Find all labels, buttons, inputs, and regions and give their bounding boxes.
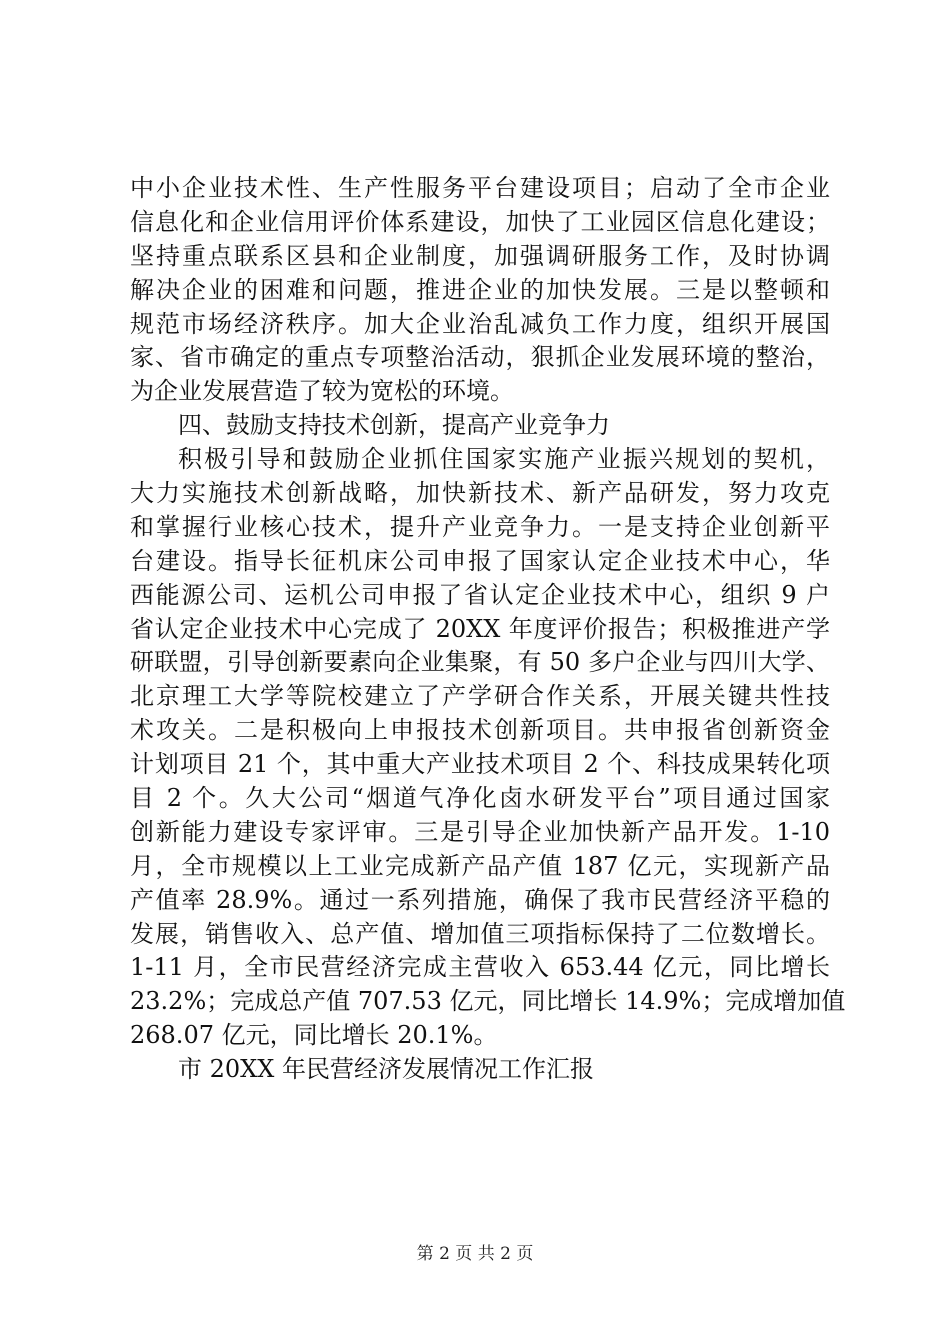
body-line: 产值率 28.9%。通过一系列措施，确保了我市民营经济平稳的 [130,885,830,914]
body-line: 省认定企业技术中心完成了 20XX 年度评价报告；积极推进产学 [130,614,830,643]
body-line: 计划项目 21 个，其中重大产业技术项目 2 个、科技成果转化项 [130,750,830,779]
body-line: 23.2%；完成总产值 707.53 亿元，同比增长 14.9%；完成增加值 [130,987,846,1016]
body-line: 台建设。指导长征机床公司申报了国家认定企业技术中心，华 [130,546,830,575]
body-line: 家、省市确定的重点专项整治活动，狠抓企业发展环境的整治， [130,343,830,372]
body-line: 为企业发展营造了较为宽松的环境。 [130,377,514,406]
body-line: 坚持重点联系区县和企业制度，加强调研服务工作，及时协调 [130,241,830,270]
document-body [130,172,846,1087]
body-line: 和掌握行业核心技术，提升产业竞争力。一是支持企业创新平 [130,512,830,541]
body-line: 西能源公司、运机公司申报了省认定企业技术中心，组织 9 户 [130,580,830,609]
body-line: 268.07 亿元，同比增长 20.1%。 [130,1021,498,1050]
page-number-footer: 第 2 页 共 2 页 [416,1244,534,1264]
body-line: 月，全市规模以上工业完成新产品产值 187 亿元，实现新产品 [130,851,830,880]
section-heading: 四、鼓励支持技术创新，提高产业竞争力 [178,411,610,440]
body-line: 解决企业的困难和问题，推进企业的加快发展。三是以整顿和 [130,275,830,304]
body-line: 创新能力建设专家评审。三是引导企业加快新产品开发。1-10 [130,817,830,846]
body-line: 信息化和企业信用评价体系建设，加快了工业园区信息化建设； [130,207,830,236]
body-line: 大力实施技术创新战略，加快新技术、新产品研发，努力攻克 [130,479,830,508]
body-line: 积极引导和鼓励企业抓住国家实施产业振兴规划的契机， [178,445,830,474]
body-line: 术攻关。二是积极向上申报技术创新项目。共申报省创新资金 [130,716,830,745]
document-title-line: 市 20XX 年民营经济发展情况工作汇报 [178,1055,594,1084]
body-line: 1-11 月，全市民营经济完成主营收入 653.44 亿元，同比增长 [130,953,830,982]
body-line: 发展，销售收入、总产值、增加值三项指标保持了二位数增长。 [130,919,830,948]
body-line: 规范市场经济秩序。加大企业治乱减负工作力度，组织开展国 [130,309,830,338]
body-line: 北京理工大学等院校建立了产学研合作关系，开展关键共性技 [130,682,830,711]
body-line: 研联盟，引导创新要素向企业集聚，有 50 多户企业与四川大学、 [130,648,830,677]
body-line: 目 2 个。久大公司“烟道气净化卤水研发平台”项目通过国家 [130,784,830,813]
body-line: 中小企业技术性、生产性服务平台建设项目；启动了全市企业 [130,174,830,202]
